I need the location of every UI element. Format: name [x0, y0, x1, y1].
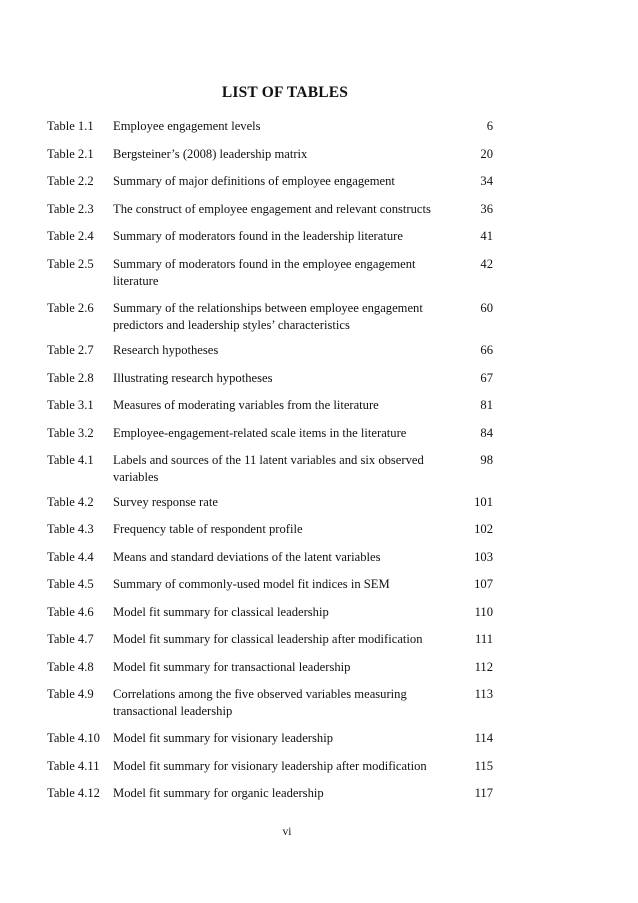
table-number: Table 2.7	[47, 343, 94, 357]
table-number: Table 2.2	[47, 174, 94, 188]
page-reference: 114	[474, 731, 493, 745]
toc-row[interactable]	[47, 631, 493, 648]
table-number: Table 1.1	[47, 119, 94, 133]
table-number: Table 4.8	[47, 660, 94, 674]
page-reference: 101	[474, 495, 493, 509]
page-reference: 113	[474, 687, 493, 701]
table-title: Summary of major definitions of employee engagement	[113, 174, 395, 188]
table-title: Summary of commonly-used model fit indices in SEM	[113, 577, 390, 591]
toc-row[interactable]	[47, 228, 493, 245]
toc-row[interactable]	[47, 659, 493, 676]
table-title: Model fit summary for visionary leadership after modification	[113, 759, 427, 773]
page-reference: 98	[480, 453, 493, 467]
table-title: Summary of moderators found in the employee engagement literature	[113, 257, 416, 288]
page-reference: 60	[480, 301, 493, 315]
toc-row[interactable]	[47, 604, 493, 621]
page-reference: 81	[480, 398, 493, 412]
toc-row[interactable]	[47, 686, 493, 719]
table-title: Model fit summary for transactional leadership	[113, 660, 351, 674]
table-number: Table 4.5	[47, 577, 94, 591]
page-reference: 103	[474, 550, 493, 564]
toc-row[interactable]	[47, 146, 493, 163]
table-number: Table 3.2	[47, 426, 94, 440]
page-reference: 36	[480, 202, 493, 216]
table-title: The construct of employee engagement and relevant constructs	[113, 202, 431, 216]
table-title: Research hypotheses	[113, 343, 219, 357]
page-reference: 115	[474, 759, 493, 773]
toc-row[interactable]	[47, 758, 493, 775]
page-reference: 117	[474, 786, 493, 800]
toc-row[interactable]	[47, 342, 493, 359]
toc-row[interactable]	[47, 201, 493, 218]
toc-row[interactable]	[47, 370, 493, 387]
table-title: Employee engagement levels	[113, 119, 261, 133]
toc-row[interactable]	[47, 452, 493, 485]
table-number: Table 4.2	[47, 495, 94, 509]
table-title: Bergsteiner’s (2008) leadership matrix	[113, 147, 308, 161]
toc-row[interactable]	[47, 397, 493, 414]
table-number: Table 2.4	[47, 229, 94, 243]
page-reference: 41	[480, 229, 493, 243]
toc-row[interactable]	[47, 118, 493, 135]
page-reference: 84	[480, 426, 493, 440]
table-number: Table 4.3	[47, 522, 94, 536]
table-number: Table 2.6	[47, 301, 94, 315]
toc-row[interactable]	[47, 300, 493, 333]
table-number: Table 3.1	[47, 398, 94, 412]
toc-row[interactable]	[47, 549, 493, 566]
toc-row[interactable]	[47, 521, 493, 538]
toc-row[interactable]	[47, 256, 493, 289]
toc-row[interactable]	[47, 173, 493, 190]
page-reference: 111	[475, 632, 493, 646]
table-number: Table 4.6	[47, 605, 94, 619]
table-number: Table 4.11	[47, 759, 100, 773]
table-number: Table 2.5	[47, 257, 94, 271]
page-reference: 66	[480, 343, 493, 357]
toc-row[interactable]	[47, 425, 493, 442]
page-reference: 110	[474, 605, 493, 619]
table-title: Model fit summary for classical leadership	[113, 605, 329, 619]
table-number: Table 4.1	[47, 453, 94, 467]
page-reference: 112	[474, 660, 493, 674]
toc-row[interactable]	[47, 576, 493, 593]
page-reference: 42	[480, 257, 493, 271]
page-reference: 20	[480, 147, 493, 161]
table-title: Summary of moderators found in the leadership literature	[113, 229, 403, 243]
table-number: Table 2.3	[47, 202, 94, 216]
page-reference: 102	[474, 522, 493, 536]
table-number: Table 4.7	[47, 632, 94, 646]
page-reference: 67	[480, 371, 493, 385]
table-number: Table 4.9	[47, 687, 94, 701]
toc-row[interactable]	[47, 494, 493, 511]
table-number: Table 4.12	[47, 786, 100, 800]
table-title: Illustrating research hypotheses	[113, 371, 273, 385]
page-number: vi	[282, 826, 292, 838]
page-reference: 6	[486, 119, 493, 133]
table-number: Table 2.8	[47, 371, 94, 385]
table-title: Survey response rate	[113, 495, 218, 509]
table-title: Summary of the relationships between employee engagement predictors and leadership styles’ characteristics	[113, 301, 423, 332]
table-title: Measures of moderating variables from the literature	[113, 398, 379, 412]
table-title: Employee-engagement-related scale items in the literature	[113, 426, 407, 440]
table-title: Model fit summary for visionary leadership	[113, 731, 333, 745]
page-title: LIST OF TABLES	[221, 84, 349, 101]
table-title: Model fit summary for classical leadership after modification	[113, 632, 423, 646]
table-number: Table 4.4	[47, 550, 94, 564]
table-number: Table 2.1	[47, 147, 94, 161]
table-title: Frequency table of respondent profile	[113, 522, 303, 536]
toc-row[interactable]	[47, 785, 493, 802]
table-number: Table 4.10	[47, 731, 100, 745]
table-title: Means and standard deviations of the latent variables	[113, 550, 381, 564]
table-title: Model fit summary for organic leadership	[113, 786, 324, 800]
table-title: Correlations among the five observed variables measuring transactional leadership	[113, 687, 407, 718]
toc-row[interactable]	[47, 730, 493, 747]
page-reference: 107	[474, 577, 493, 591]
table-title: Labels and sources of the 11 latent variables and six observed variables	[113, 453, 424, 484]
page-reference: 34	[480, 174, 493, 188]
